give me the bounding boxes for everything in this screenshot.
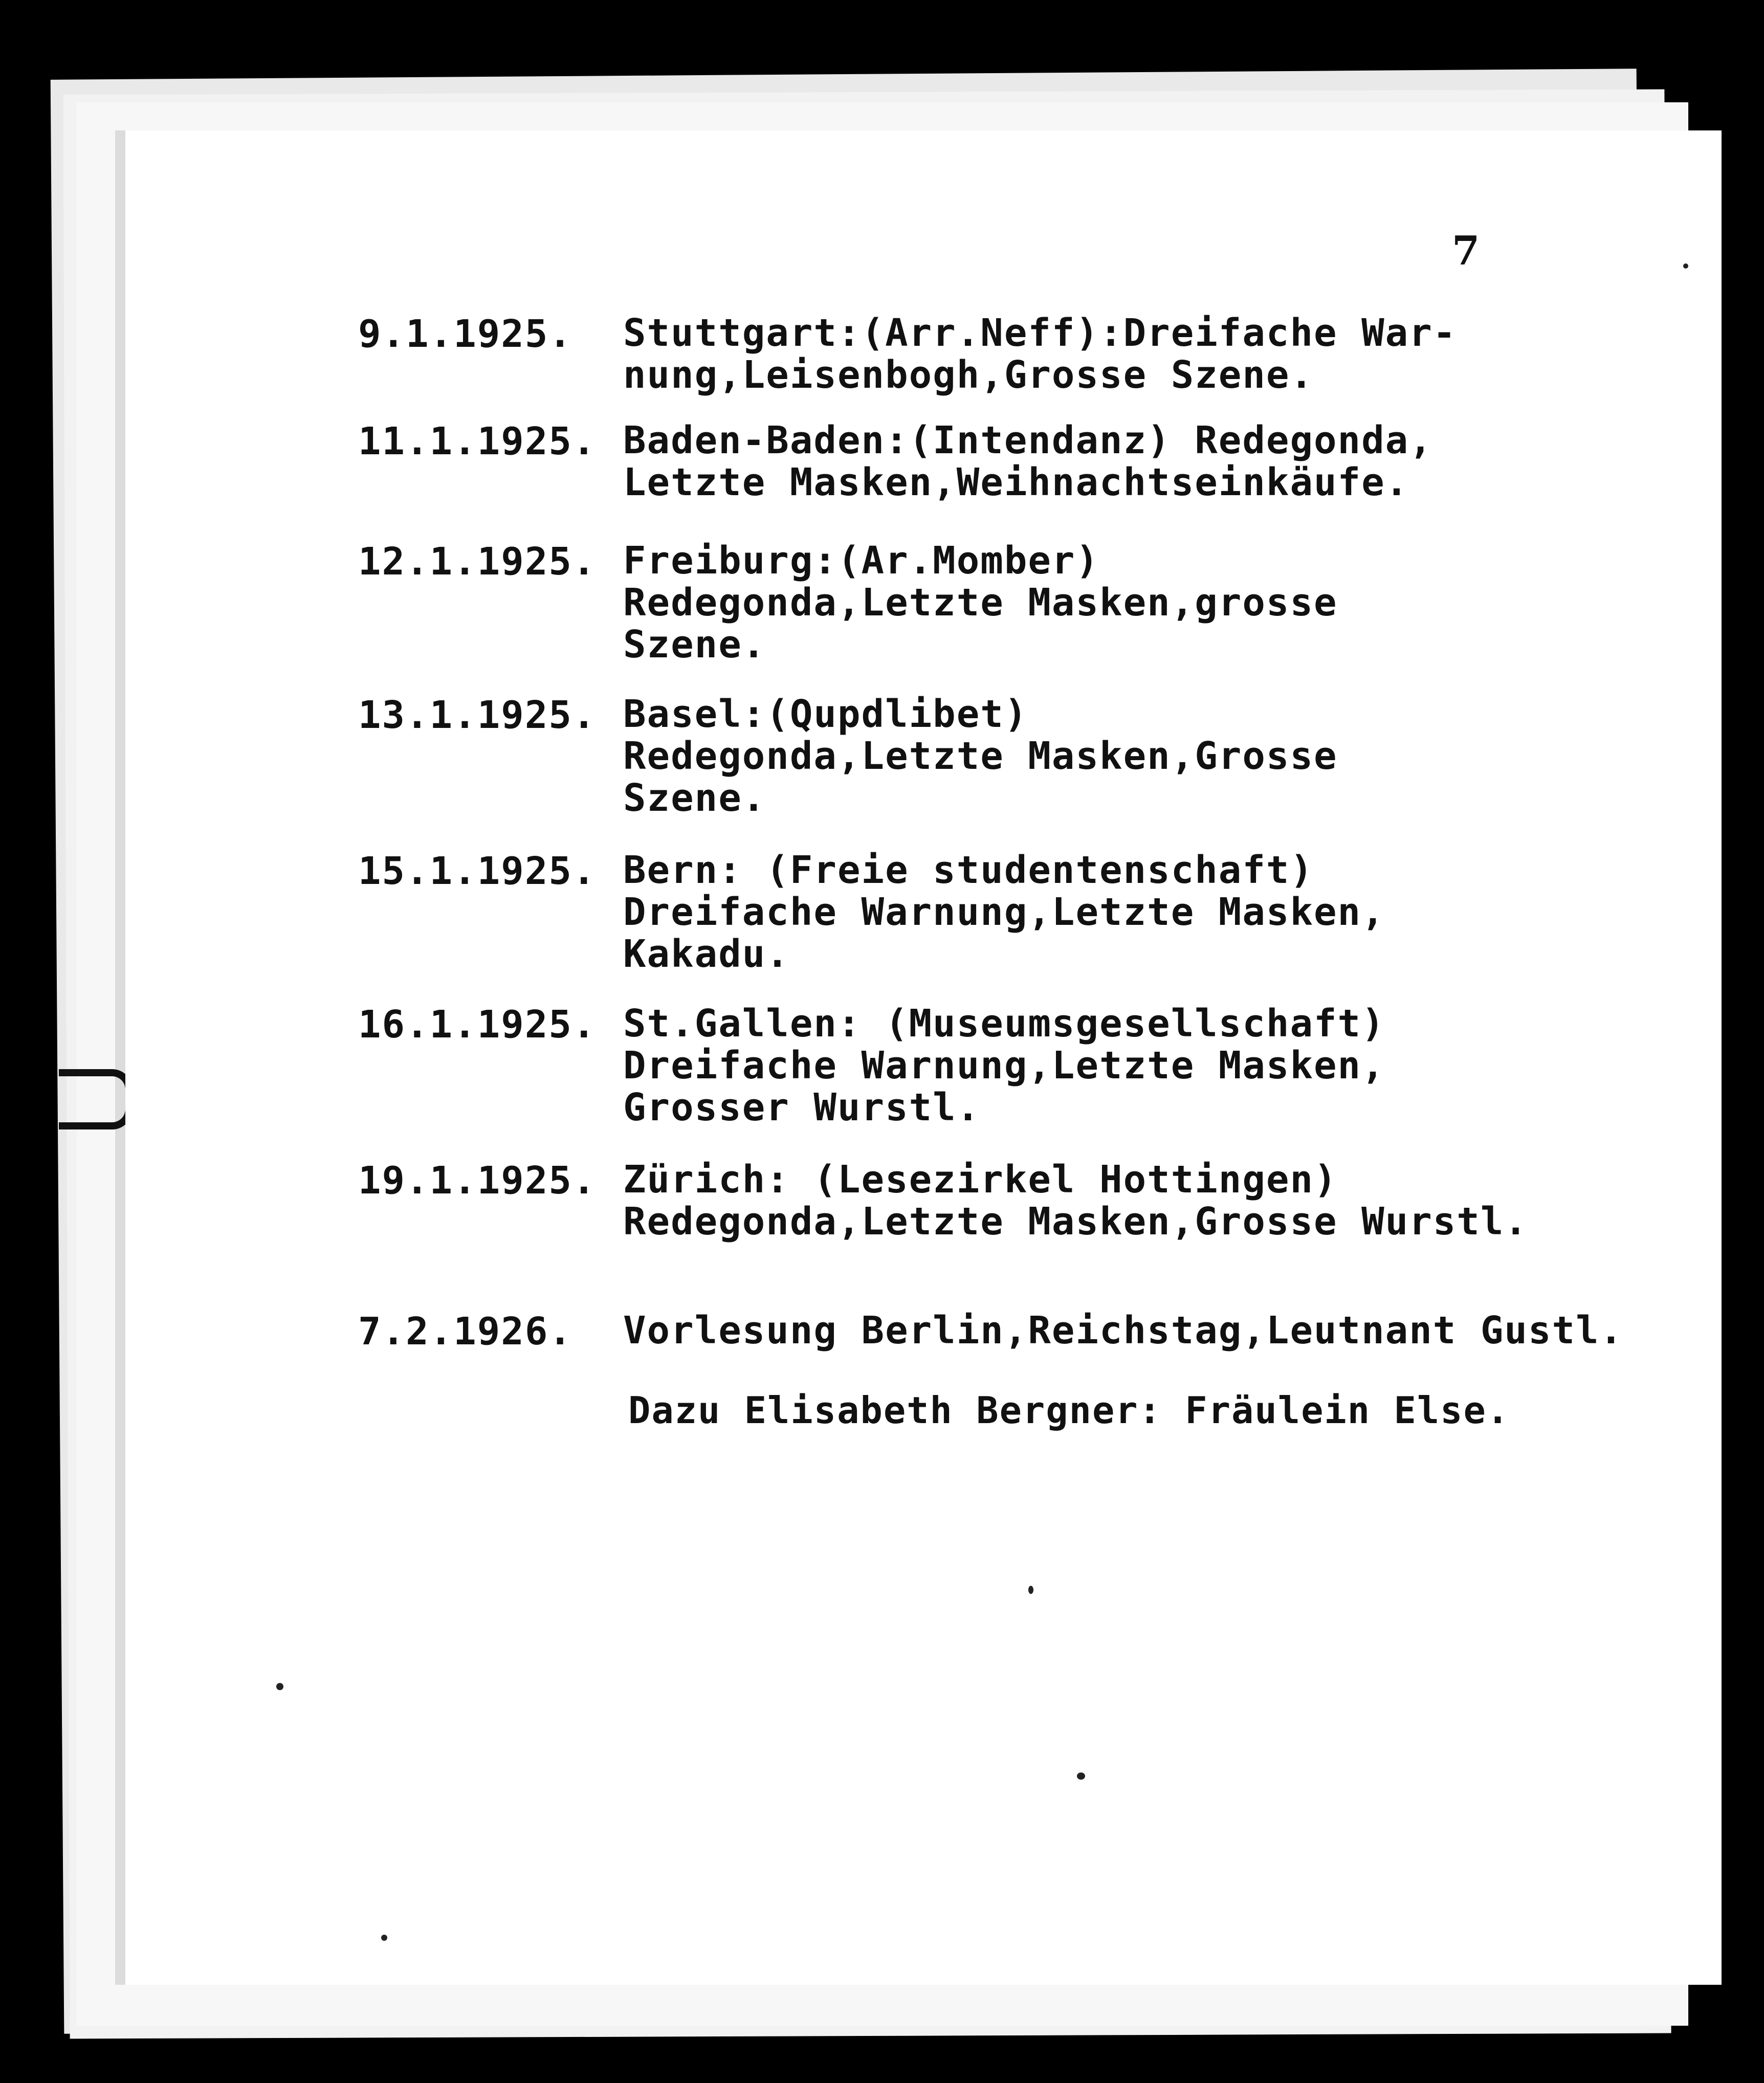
ink-speck [1683,263,1688,269]
entry-date: 15.1.1925. [358,849,597,893]
entry-date: 11.1.1925. [358,419,597,463]
entry-date: 12.1.1925. [358,540,597,584]
entry-text: Bern: (Freie studentenschaft) Dreifache Warnung,Letzte Masken, Kakadu. [623,848,1385,976]
entry-note: Dazu Elisabeth Bergner: Fräulein Else. [628,1389,1510,1432]
ink-speck [276,1683,283,1690]
entry-date: 9.1.1925. [358,312,572,356]
ink-speck [381,1935,387,1941]
entry-date: 7.2.1926. [358,1310,572,1354]
entry-text: St.Gallen: (Museumsgesellschaft) Dreifache Warnung,Letzte Masken, Grosser Wurstl. [623,1002,1385,1129]
ink-speck [1028,1586,1033,1594]
page-edge [115,130,126,1985]
entry-date: 16.1.1925. [358,1003,597,1047]
entry-text: Vorlesung Berlin,Reichstag,Leutnant Gustl. [623,1309,1624,1353]
entry-text: Zürich: (Lesezirkel Hottingen) Redegonda,Letzte Masken,Grosse Wurstl. [623,1158,1528,1244]
entry-date: 19.1.1925. [358,1159,597,1203]
paper-clip-mark [59,1069,133,1129]
entry-text: Baden-Baden:(Intendanz) Redegonda, Letzte Masken,Weihnachtseinkäufe. [623,418,1433,504]
entry-date: 13.1.1925. [358,693,597,737]
entry-text: Freiburg:(Ar.Momber) Redegonda,Letzte Masken,grosse Szene. [623,539,1338,667]
entry-text: Basel:(Qupdlibet) Redegonda,Letzte Masken,Grosse Szene. [623,692,1338,820]
page-number: 7 [1452,228,1480,274]
ink-speck [1077,1772,1085,1780]
entry-text: Stuttgart:(Arr.Neff):Dreifache War- nung,Leisenbogh,Grosse Szene. [623,311,1457,397]
